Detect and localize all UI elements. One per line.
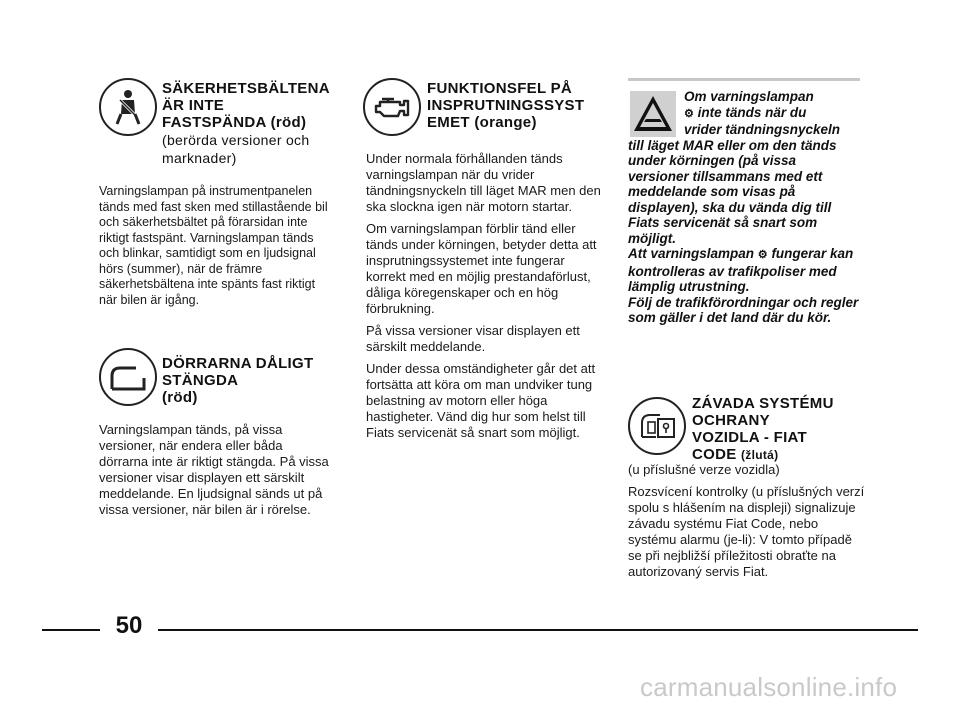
key-lock-icon xyxy=(636,409,678,443)
warning-line3: vrider tändningsnyckeln xyxy=(684,122,841,137)
doors-title-line3: (röd) xyxy=(162,389,198,406)
seatbelt-body: Varningslampan på instrumentpanelen tänds med fast sken med stillastående bil och säkerhetsbältet på förarsidan inte riktigt fastspänt. Varningslampan tänds och blinkar, samtidigt som en ljudsignal hörs (summer), när de främre säkerhetsbältena inte spänts fast riktigt när bilen är igång. xyxy=(99,184,328,307)
seatbelt-title-line4: (berörda versioner och xyxy=(162,132,310,148)
engine-body xyxy=(366,151,602,447)
warning-paragraph-1: till läget MAR eller om den tänds under körningen (på vissa versioner tillsammans med ett meddelande som visas på displayen), ska du vända dig till Fiats servicenät så snart som möjligt. xyxy=(628,137,837,246)
warning-triangle-icon xyxy=(630,91,676,137)
engine-small-icon: ⚙ xyxy=(684,107,694,120)
doors-title-line1: DÖRRARNA DÅLIGT xyxy=(162,355,314,372)
seatbelt-title-line3: FASTSPÄNDA (röd) xyxy=(162,114,307,131)
doors-body: Varningslampan tänds, på vissa versioner, när endera eller båda dörrarna inte är riktigt stängda. På vissa versioner visar displayen ett särskilt meddelande. En ljudsignal sänds ut på vissa versioner, när bilen är i rörelse. xyxy=(99,422,329,517)
engine-title-line3: EMET (orange) xyxy=(427,114,537,131)
engine-paragraph-1: Under normala förhållanden tänds varningslampan när du vrider tändningsnyckeln till läget MAR men den ska slockna igen när motorn startar. xyxy=(366,151,601,214)
warning-line2: inte tänds när du xyxy=(697,104,807,120)
warning-triangle-badge xyxy=(630,91,676,137)
watermark-text: carmanualsonline.info xyxy=(640,672,898,702)
immobilizer-title xyxy=(692,395,834,464)
warning-callout xyxy=(628,78,860,326)
warning-paragraph-3: Följ de trafikförordningar och regler som gäller i det land där du kör. xyxy=(628,294,859,325)
engine-paragraph-4: Under dessa omständigheter går det att fortsätta att köra om man undviker tung belastning av motorn eller höga hastigheter. Vänd dig hur som helst till Fiats servicenät så snart som möjligt. xyxy=(366,361,596,440)
immobilizer-title-color: (žlutá) xyxy=(741,448,779,462)
footer-rule-right xyxy=(158,629,918,631)
seatbelt-title-line2: ÄR INTE xyxy=(162,97,225,114)
page-number: 50 xyxy=(115,612,143,639)
warning-line2-wrap xyxy=(684,105,860,123)
immobilizer-body: Rozsvícení kontrolky (u příslušných verzí spolu s hlášením na displeji) signalizuje závadu systému Fiat Code, nebo systému alarmu (je-li): V tomto případě se při nejbližší příležitosti obraťte na autorizovaný servis Fiat. xyxy=(628,484,865,579)
immobilizer-title-line2: OCHRANY xyxy=(692,412,770,429)
immobilizer-subtitle: (u příslušné verze vozidla) xyxy=(628,462,780,477)
door-open-icon xyxy=(109,362,147,392)
immobilizer-warning-icon-badge xyxy=(628,397,686,455)
warning-line1: Om varningslampan xyxy=(684,89,814,104)
seatbelt-title xyxy=(162,80,330,167)
engine-paragraph-3: På vissa versioner visar displayen ett särskilt meddelande. xyxy=(366,323,580,354)
engine-small-icon-2: ⚙ xyxy=(757,249,768,261)
engine-title-line2: INSPRUTNINGSSYST xyxy=(427,97,585,114)
immobilizer-title-line4: CODE xyxy=(692,446,737,463)
doors-title xyxy=(162,355,313,406)
footer-rule-left xyxy=(42,629,100,631)
engine-paragraph-2: Om varningslampan förblir tänd eller tänds under körningen, betyder detta att insprutningssystemet inte fungerar korrekt med en möjlig prestandaförlust, dåliga köregenskaper och en hög förbrukning. xyxy=(366,221,597,316)
doors-title-line2: STÄNGDA xyxy=(162,372,239,389)
engine-title-line1: FUNKTIONSFEL PÅ xyxy=(427,80,573,97)
engine-icon xyxy=(372,93,412,121)
seatbelt-icon xyxy=(111,88,145,126)
warning-paragraph-2 xyxy=(628,246,860,295)
warning-paragraph-2b: fungerar kan kontrolleras av trafikpoliser med lämplig utrustning. xyxy=(628,246,854,294)
immobilizer-title-line3: VOZIDLA - FIAT xyxy=(692,429,808,446)
warning-paragraph-2a: Att varningslampan xyxy=(628,246,755,261)
engine-title xyxy=(427,80,584,131)
door-warning-icon-badge xyxy=(99,348,157,406)
seatbelt-title-line1: SÄKERHETSBÄLTENA xyxy=(162,80,330,97)
seatbelt-warning-icon-badge xyxy=(99,78,157,136)
immobilizer-title-line1: ZÁVADA SYSTÉMU xyxy=(692,395,834,412)
seatbelt-title-line5: marknader) xyxy=(162,150,237,166)
engine-warning-icon-badge xyxy=(363,78,421,136)
